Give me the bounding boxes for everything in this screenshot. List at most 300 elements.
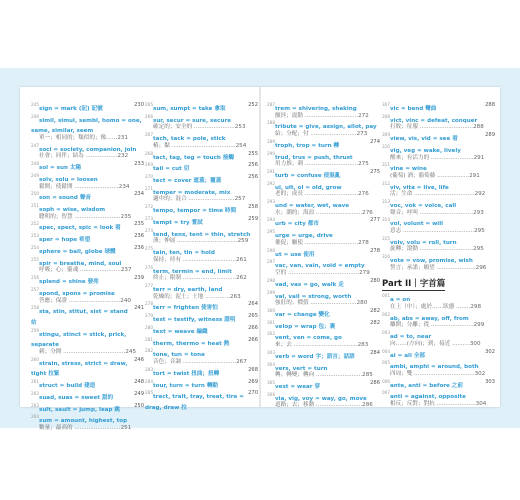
entry-term: tribute = give, assign, allot, pay — [275, 124, 377, 131]
index-entry — [267, 320, 380, 331]
index-entry — [31, 143, 144, 160]
entry-number: 293 — [267, 199, 275, 205]
entry-number: 273 — [145, 216, 153, 222]
entry-term: tour, turn = turn 轉動 — [153, 382, 219, 389]
index-entry — [267, 308, 380, 319]
index-entry — [145, 379, 258, 390]
index-entry — [382, 254, 495, 271]
entry-number: 269 — [145, 162, 153, 168]
part-heading: Part II｜字首篇 — [382, 279, 446, 290]
entry-page: 280 — [370, 277, 380, 284]
entry-page: 230 — [134, 102, 144, 108]
index-entry — [267, 331, 380, 348]
entry-number: 287 — [267, 102, 275, 107]
index-entry — [382, 312, 495, 329]
entry-gloss: 保持；持有 ..............................261 — [153, 256, 247, 263]
index-entry — [145, 313, 258, 324]
entry-number: 006 — [382, 378, 390, 384]
index-entry — [382, 102, 495, 113]
index-entry — [31, 328, 144, 356]
index-entry — [382, 293, 495, 310]
entry-gloss: 確定的；安全的 .......................253 — [153, 124, 246, 131]
entry-term: a = on — [390, 297, 411, 304]
entry-term: ante, anti = before 之前 — [390, 382, 463, 389]
entry-number: 306 — [267, 391, 275, 397]
index-entry — [267, 290, 380, 307]
entry-number: 278 — [145, 301, 153, 307]
index-entry — [145, 228, 258, 245]
entry-term: urge = urge, drive — [275, 233, 333, 240]
entry-gloss: 相反；反對；對抗 ......................304 — [390, 401, 487, 408]
entry-term: vent, ven = come, go — [275, 335, 342, 342]
entry-term: und = water, wet, wave — [275, 203, 350, 210]
entry-number: 267 — [145, 132, 153, 138]
entry-page: 282 — [370, 307, 380, 314]
entry-page: 252 — [248, 102, 258, 108]
index-entry — [145, 132, 258, 149]
entry-term: tach, tack = pole, stick — [153, 136, 226, 143]
entry-term: splend = shine 發亮 — [39, 279, 99, 286]
entry-gloss: 呼吸；心；靈魂 .......................237 — [39, 267, 132, 274]
index-entry — [382, 132, 495, 143]
entry-page: 288 — [485, 102, 495, 108]
index-entry — [382, 390, 495, 407]
index-entry — [145, 162, 258, 173]
index-entry — [382, 349, 495, 360]
index-entry — [145, 348, 258, 365]
entry-term: vers, vert = turn — [275, 365, 328, 372]
entry-number: 288 — [267, 120, 275, 126]
index-entry — [267, 139, 380, 150]
entry-number: 271 — [145, 185, 153, 191]
entry-page: 246 — [134, 356, 144, 363]
index-entry — [31, 257, 144, 274]
entry-gloss: 活；生命 ..................................292 — [390, 191, 486, 198]
entry-term: term, termin = end, limit — [153, 268, 232, 275]
index-entry — [31, 161, 144, 172]
entry-term: spond, spons = promise — [39, 290, 115, 297]
entry-gloss: (葡萄) 酒；葡萄藤 ..................291 — [390, 172, 480, 179]
entry-gloss: 用力推；刺 ..............................275 — [275, 161, 369, 168]
entry-number: 263 — [31, 402, 39, 408]
entry-gloss: 聰明的；智慧 ..........................235 — [39, 213, 132, 220]
entry-number: 307 — [382, 102, 390, 107]
index-entry — [145, 265, 258, 282]
entry-term: trud, trus = push, thrust — [275, 154, 353, 161]
entry-gloss: 強壯的；價值 ..........................280 — [275, 300, 368, 307]
entry-number: 298 — [267, 277, 275, 283]
entry-gloss: 四周；雙 ..................................302 — [390, 370, 486, 377]
entry-number: 301 — [267, 319, 275, 325]
entry-gloss: 離開；分離；從 ........................299 — [390, 322, 485, 329]
entry-term: trem = shivering, shaking — [275, 106, 357, 112]
index-entry — [31, 357, 144, 378]
entry-number: 007 — [382, 390, 390, 396]
index-entry — [31, 173, 144, 190]
entry-term: sol = sun 太陽 — [39, 165, 82, 172]
entry-term: vac, van, vain, void = empty — [275, 263, 365, 270]
entry-number: 299 — [267, 289, 275, 295]
index-entry — [267, 120, 380, 137]
entry-number: 312 — [382, 180, 390, 186]
index-entry — [145, 186, 258, 203]
entry-page: 234 — [134, 191, 144, 198]
entry-number: 005 — [382, 360, 390, 366]
index-entry — [382, 114, 495, 131]
index-entry — [382, 330, 495, 347]
entry-page: 249 — [134, 390, 144, 397]
index-entry — [267, 217, 380, 228]
entry-term: soph = wise, wisdom — [39, 207, 106, 214]
entry-number: 245 — [31, 102, 39, 107]
entry-term: val, vail = strong, worth — [275, 293, 352, 300]
entry-page: 258 — [248, 204, 258, 211]
entry-term: tract, trait, tray, treat, tire = drag, draw 拉 — [145, 394, 244, 411]
index-entry — [145, 283, 258, 300]
index-entry — [382, 199, 495, 216]
entry-number: 266 — [145, 113, 153, 119]
entry-number: 291 — [267, 168, 275, 174]
entry-page: 236 — [134, 245, 144, 251]
entry-page: 233 — [134, 161, 144, 168]
entry-gloss: 催促；驅使 ..............................278 — [275, 239, 369, 246]
entry-number: 274 — [145, 227, 153, 233]
entry-term: tact, tag, teg = touch 接觸 — [153, 154, 235, 161]
entry-gloss: 聲音；呼叫 ..............................293 — [390, 209, 484, 216]
entry-page: 274 — [370, 138, 380, 145]
entry-term: verb = word 字；語言；話語 — [275, 353, 355, 360]
index-entry — [382, 144, 495, 161]
entry-term: vig, veg = wake, lively — [390, 147, 461, 154]
entry-term: vict, vinc = defeat, conquer — [390, 117, 478, 124]
entry-gloss: 終止；限制 ..............................262 — [153, 275, 247, 282]
index-entry — [382, 162, 495, 179]
entry-term: ambi, amphi = around, both — [390, 364, 479, 371]
entry-term: vol, volunt = will — [390, 221, 444, 228]
entry-number: 003 — [382, 330, 390, 336]
index-entry — [267, 151, 380, 168]
index-entry — [31, 414, 144, 431]
entry-term: vad, vas = go, walk 走 — [275, 281, 344, 288]
index-entry — [267, 248, 380, 259]
entry-gloss: 老的；成長 ..............................276 — [275, 191, 369, 198]
entry-number: 001 — [382, 293, 390, 299]
entry-term: therm, thermo = heat 熱 — [153, 340, 230, 347]
entry-number: 292 — [267, 180, 275, 186]
entry-gloss: 數量；最高的 ..........................251 — [39, 424, 132, 431]
entry-page: 275 — [370, 168, 380, 175]
entry-term: tone, tun = tone — [153, 352, 205, 359]
entry-number: 283 — [145, 366, 153, 372]
index-entry — [145, 151, 258, 162]
entry-page: 289 — [485, 132, 495, 139]
entry-term: solv, solu = loosen — [39, 176, 98, 183]
entry-number: 256 — [31, 275, 39, 281]
index-entry — [145, 102, 258, 113]
index-entry — [31, 203, 144, 220]
entry-term: sign = mark (記) 記號 — [39, 106, 103, 112]
entry-number: 002 — [382, 311, 390, 317]
entry-number: 265 — [145, 102, 153, 107]
entry-page: 277 — [370, 217, 380, 224]
entry-number: 281 — [145, 336, 153, 342]
index-entry — [267, 181, 380, 198]
entry-term: tail = cut 切 — [153, 166, 190, 173]
entry-page: 256 — [248, 174, 258, 181]
index-entry — [31, 221, 144, 232]
entry-number: 248 — [31, 161, 39, 167]
entry-page: 239 — [134, 275, 144, 282]
entry-term: tempt = try 嘗試 — [153, 220, 203, 227]
entry-gloss: 單一；相同的；類似的；像……231 — [39, 134, 128, 141]
entry-number: 276 — [145, 264, 153, 270]
index-entry — [382, 217, 495, 234]
entry-page: 302 — [485, 348, 495, 355]
entry-term: spec, spect, spic = look 看 — [39, 225, 121, 232]
entry-term: ab, abs = away, off, from — [390, 315, 469, 322]
entry-term: tain, ten, tin = hold — [153, 250, 215, 257]
index-entry — [31, 403, 144, 414]
entry-number: 257 — [31, 286, 39, 292]
entry-number: 290 — [267, 150, 275, 156]
entry-page: 256 — [248, 162, 258, 169]
index-entry — [267, 199, 380, 216]
entry-term: velop = wrap 包；裹 — [275, 323, 336, 330]
entry-number: 303 — [267, 349, 275, 355]
entry-term: sur, secur = sure, secure — [153, 117, 231, 124]
entry-term: sum = amount, highest, top — [39, 418, 128, 425]
entry-number: 252 — [31, 221, 39, 227]
entry-number: 296 — [267, 247, 275, 253]
entry-term: vest = wear 穿 — [275, 384, 321, 390]
entry-term: turb = confuse 使混亂 — [275, 172, 341, 179]
index-entry — [145, 204, 258, 215]
entry-number: 270 — [145, 174, 153, 180]
entry-number: 304 — [267, 361, 275, 367]
entry-page: 248 — [134, 379, 144, 386]
entry-number: 277 — [145, 282, 153, 288]
entry-term: suad, suas = sweet 甜的 — [39, 394, 114, 401]
entry-term: view, vis, vid = see 看 — [390, 136, 458, 143]
index-entry — [31, 275, 144, 286]
entry-page: 282 — [370, 319, 380, 326]
index-entry — [145, 301, 258, 312]
entry-term: son = sound 聲音 — [39, 195, 92, 202]
index-entry — [31, 114, 144, 142]
entry-number: 247 — [31, 142, 39, 148]
entry-term: ut = use 使用 — [275, 251, 315, 258]
entry-term: sta, stin, stitut, sist = stand 站 — [31, 309, 128, 326]
entry-page: 259 — [248, 216, 258, 223]
entry-gloss: 薄；伸展 ..................................259 — [153, 238, 249, 245]
index-entry — [145, 246, 258, 263]
entry-page: 269 — [248, 378, 258, 385]
entry-term: troph, trop = turn 轉 — [275, 142, 340, 149]
entry-term: stingu, stinct = stick, prick, separate — [31, 331, 127, 349]
index-entry — [382, 379, 495, 390]
entry-gloss: 給；分配；付 ..........................273 — [275, 130, 368, 137]
entry-gloss: 道路；去；移動 ..........................286 — [275, 402, 373, 409]
index-entry — [382, 360, 495, 377]
entry-number: 259 — [31, 327, 39, 333]
index-entry — [31, 191, 144, 202]
entry-number: 289 — [267, 138, 275, 144]
left-page-column-1 — [31, 102, 144, 433]
entry-number: 004 — [382, 348, 390, 354]
entry-gloss: 醒來；有活力的 ........................291 — [390, 154, 485, 161]
index-entry — [382, 181, 495, 198]
entry-term: sum, sumpt = take 拿取 — [153, 106, 226, 112]
entry-gloss: 答應；保證 .............................240 — [39, 297, 131, 304]
index-entry — [145, 114, 258, 131]
entry-page: 255 — [248, 150, 258, 157]
entry-gloss: 意志 ........................................295 — [390, 228, 485, 235]
index-entry — [145, 390, 258, 411]
index-entry — [31, 233, 144, 244]
index-entry — [145, 367, 258, 378]
entry-number: 280 — [145, 324, 153, 330]
entry-number: 249 — [31, 172, 39, 178]
entry-term: voc, vok = voice, call — [390, 203, 457, 210]
entry-term: tempo, tempor = time 時間 — [153, 208, 237, 215]
entry-gloss: 音色；音調 ..............................267 — [153, 359, 247, 366]
entry-page: 268 — [248, 366, 258, 373]
entry-term: var = change 變化 — [275, 311, 330, 318]
index-entry — [31, 305, 144, 326]
index-entry — [31, 379, 144, 390]
entry-number: 313 — [382, 199, 390, 205]
left-page-column-2 — [145, 102, 258, 413]
entry-page: 266 — [248, 336, 258, 343]
entry-gloss: 水；潮的；海浪 ..........................276 — [275, 209, 373, 216]
entry-number: 279 — [145, 313, 153, 319]
entry-term: tort = twist 扭曲；扭轉 — [153, 370, 220, 377]
entry-page: 284 — [370, 349, 380, 356]
right-page-column-1 — [267, 102, 380, 410]
index-entry — [145, 174, 258, 185]
entry-term: sult, sault = jump, leap 跳 — [39, 406, 121, 413]
entry-page: 235 — [134, 221, 144, 228]
index-entry — [267, 392, 380, 409]
entry-number: 294 — [267, 217, 275, 223]
index-entry — [267, 380, 380, 391]
entry-term: text = weave 編織 — [153, 328, 208, 335]
entry-gloss: 鬆開；使鬆開 .........................234 — [39, 183, 130, 190]
entry-gloss: 向……(方向)；到；接近 ..........300 — [390, 340, 481, 347]
entry-term: soci = society, companion, join — [39, 146, 137, 153]
index-entry — [267, 278, 380, 289]
entry-term: struct = build 建造 — [39, 383, 96, 390]
entry-gloss: 轉；轉變；轉向 ..........................285 — [275, 372, 373, 379]
entry-page: 286 — [370, 380, 380, 386]
index-entry — [31, 391, 144, 402]
entry-number: 251 — [31, 203, 39, 209]
entry-term: via, vig, voy = way, go, move — [275, 395, 367, 402]
entry-number: 255 — [31, 256, 39, 262]
entry-page: 265 — [248, 313, 258, 320]
entry-number: 250 — [31, 191, 39, 197]
entry-term: volv, volu = roll, turn — [390, 239, 457, 246]
entry-page: 270 — [248, 390, 258, 397]
entry-number: 284 — [145, 378, 153, 384]
entry-number: 261 — [31, 379, 39, 385]
entry-page: 250 — [134, 402, 144, 409]
index-entry — [267, 229, 380, 246]
entry-number: 302 — [267, 331, 275, 337]
entry-term: sper = hope 希望 — [39, 237, 91, 244]
index-entry — [267, 169, 380, 180]
entry-number: 309 — [382, 132, 390, 138]
entry-number: 305 — [267, 380, 275, 385]
entry-term: tend, tens, tent = thin, stretch — [153, 231, 251, 238]
index-entry — [31, 245, 144, 256]
entry-term: viv, vita = live, life — [390, 184, 449, 191]
entry-number: 253 — [31, 233, 39, 239]
index-entry — [267, 350, 380, 361]
entry-number: 258 — [31, 305, 39, 311]
entry-term: simil, simul, sembl, homo = one, same, similar, seem — [31, 117, 142, 135]
entry-number: 262 — [31, 390, 39, 396]
entry-number: 268 — [145, 150, 153, 156]
entry-number: 311 — [382, 162, 390, 168]
page-fold — [259, 87, 261, 407]
entry-gloss: 乾燥的；泥土；土地 ..............263 — [153, 293, 241, 300]
entry-term: tect = cover 遮蓋；覆蓋 — [153, 178, 222, 185]
entry-gloss: 適中的；混合 ..........................257 — [153, 196, 246, 203]
entry-number: 310 — [382, 143, 390, 149]
index-entry — [31, 102, 144, 113]
entry-term: al = all 全部 — [390, 352, 426, 359]
index-entry — [382, 236, 495, 253]
entry-page: 241 — [134, 305, 144, 312]
entry-page: 303 — [485, 378, 495, 385]
entry-term: spir = breathe, mind, soul — [39, 260, 122, 267]
prefix-entry-list — [382, 293, 495, 407]
entry-gloss: 旋轉；滾動 ..............................295 — [390, 246, 484, 253]
entry-term: test = testify, witness 證明 — [153, 317, 236, 324]
entry-term: sphere = ball, globe 球體 — [39, 249, 116, 255]
entry-gloss: 空的 ........................................279 — [275, 269, 370, 276]
entry-number: 316 — [382, 254, 390, 260]
entry-number: 282 — [145, 348, 153, 354]
index-entry — [145, 325, 258, 336]
entry-gloss: 打敗；征服 ..............................288 — [390, 124, 484, 131]
entry-gloss: 在上（中）；處於……狀態 ........298 — [390, 303, 482, 310]
entry-term: strain, stress, strict = draw, tight 拉緊 — [31, 360, 128, 378]
entry-number: 285 — [145, 390, 153, 396]
entry-term: anti = against, opposite — [390, 394, 466, 401]
entry-gloss: 樁；黏 ....................................254 — [153, 142, 247, 149]
entry-term: vine = wine — [390, 166, 427, 173]
index-entry — [267, 102, 380, 119]
index-entry — [31, 287, 144, 304]
index-entry — [145, 337, 258, 348]
entry-number: 246 — [31, 113, 39, 119]
entry-number: 264 — [31, 414, 39, 420]
entry-page: 266 — [248, 324, 258, 331]
entry-list — [382, 102, 495, 271]
entry-number: 295 — [267, 229, 275, 235]
entry-term: vote = vow, promise, wish — [390, 258, 473, 265]
entry-term: temper = moderate, mix — [153, 189, 231, 196]
entry-number: 260 — [31, 356, 39, 362]
entry-gloss: 刺；分開 ...................................245 — [39, 348, 137, 355]
entry-number: 297 — [267, 259, 275, 265]
entry-term: terr = dry, earth, land — [153, 286, 223, 293]
entry-number: 315 — [382, 235, 390, 241]
entry-number: 300 — [267, 307, 275, 313]
index-entry — [267, 259, 380, 276]
